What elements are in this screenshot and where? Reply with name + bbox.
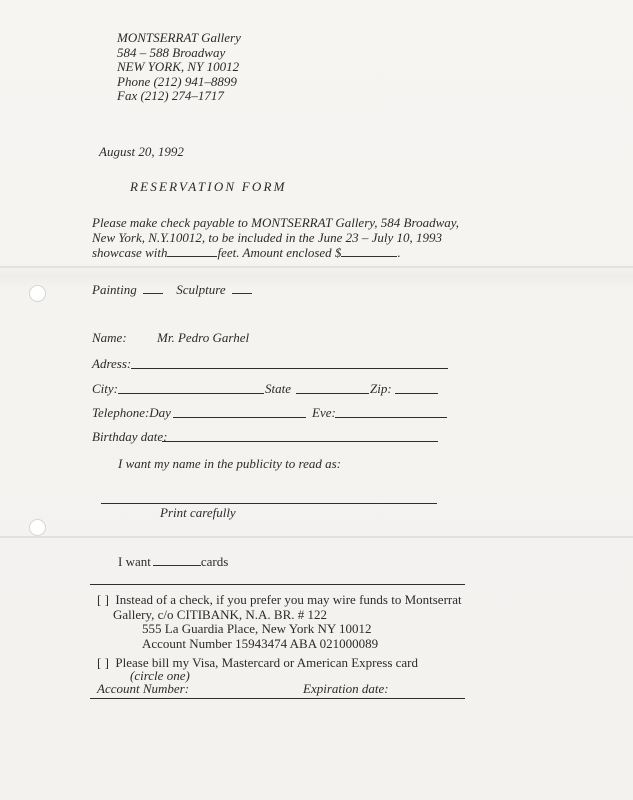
letterhead [117,31,241,104]
telephone-eve-field[interactable] [335,417,447,418]
state-label: State [265,381,291,396]
gallery-phone: Phone (212) 941–8899 [117,73,237,89]
wire-line-2: Gallery, c/o CITIBANK, N.A. BR. # 122 [113,606,327,622]
publicity-prompt: I want my name in the publicity to read as: [118,456,342,471]
city-label: City: [92,381,118,396]
gallery-name: MONTSERRAT Gallery [117,30,241,45]
intro-line-2: New York, N.Y.10012, to be included in the June 23 – July 10, 1993 [92,229,443,245]
eve-label: Eve: [312,405,336,420]
wire-checkbox[interactable]: [ ] [97,592,109,607]
gallery-fax: Fax (212) 274–1717 [117,88,224,103]
wire-line-1: [ ] Instead of a check, if you prefer you may wire funds to Montserrat [97,592,462,607]
sculpture-blank[interactable] [232,282,252,294]
birthday-label: Birthday date: [92,429,168,444]
wire-line-4: Account Number 15943474 ABA 021000089 [142,635,379,651]
media-choice [92,282,252,298]
cards-quantity-blank[interactable] [153,554,201,566]
intro-paragraph [92,216,459,261]
name-label: Name: [92,330,127,345]
card-billing-line: [ ] Please bill my Visa, Mastercard or American Express card [97,655,419,670]
wire-line-3: 555 La Guardia Place, New York NY 10012 [142,621,372,636]
paper-fold [0,266,633,268]
punch-hole [29,519,46,536]
intro-line-3: showcase with feet. Amount enclosed $ . [92,245,401,260]
amount-blank[interactable] [341,245,397,257]
address-label: Adress: [92,356,132,371]
wire-transfer-block [97,593,462,651]
account-number-label: Account Number: [97,681,190,696]
telephone-day-field[interactable] [173,417,306,418]
circle-one-note: (circle one) [130,668,190,683]
gallery-city: NEW YORK, NY 10012 [117,59,240,74]
city-field[interactable] [118,393,264,394]
name-value: Mr. Pedro Garhel [157,330,250,345]
feet-blank[interactable] [167,245,217,257]
section-divider [90,584,465,585]
state-field[interactable] [296,393,369,394]
painting-blank[interactable] [143,282,163,294]
birthday-field[interactable] [162,441,438,442]
zip-field[interactable] [395,393,438,394]
letter-date: August 20, 1992 [99,144,184,159]
cards-line: I want cards [118,554,229,569]
punch-hole [29,285,46,302]
painting-label: Painting [92,282,137,297]
expiration-date-label: Expiration date: [303,681,389,696]
gallery-address: 584 – 588 Broadway [117,44,226,60]
form-title: RESERVATION FORM [130,179,287,194]
publicity-name-field[interactable] [101,503,437,504]
zip-label: Zip: [370,381,392,396]
telephone-day-label: Telephone:Day [92,405,171,420]
card-details-line[interactable] [90,698,465,699]
card-checkbox[interactable]: [ ] [97,655,109,670]
address-field[interactable] [131,368,448,369]
paper-fold [0,536,633,538]
intro-line-1: Please make check payable to MONTSERRAT Gallery, 584 Broadway, [92,215,460,230]
sculpture-label: Sculpture [176,282,226,297]
print-carefully-hint: Print carefully [160,505,236,520]
